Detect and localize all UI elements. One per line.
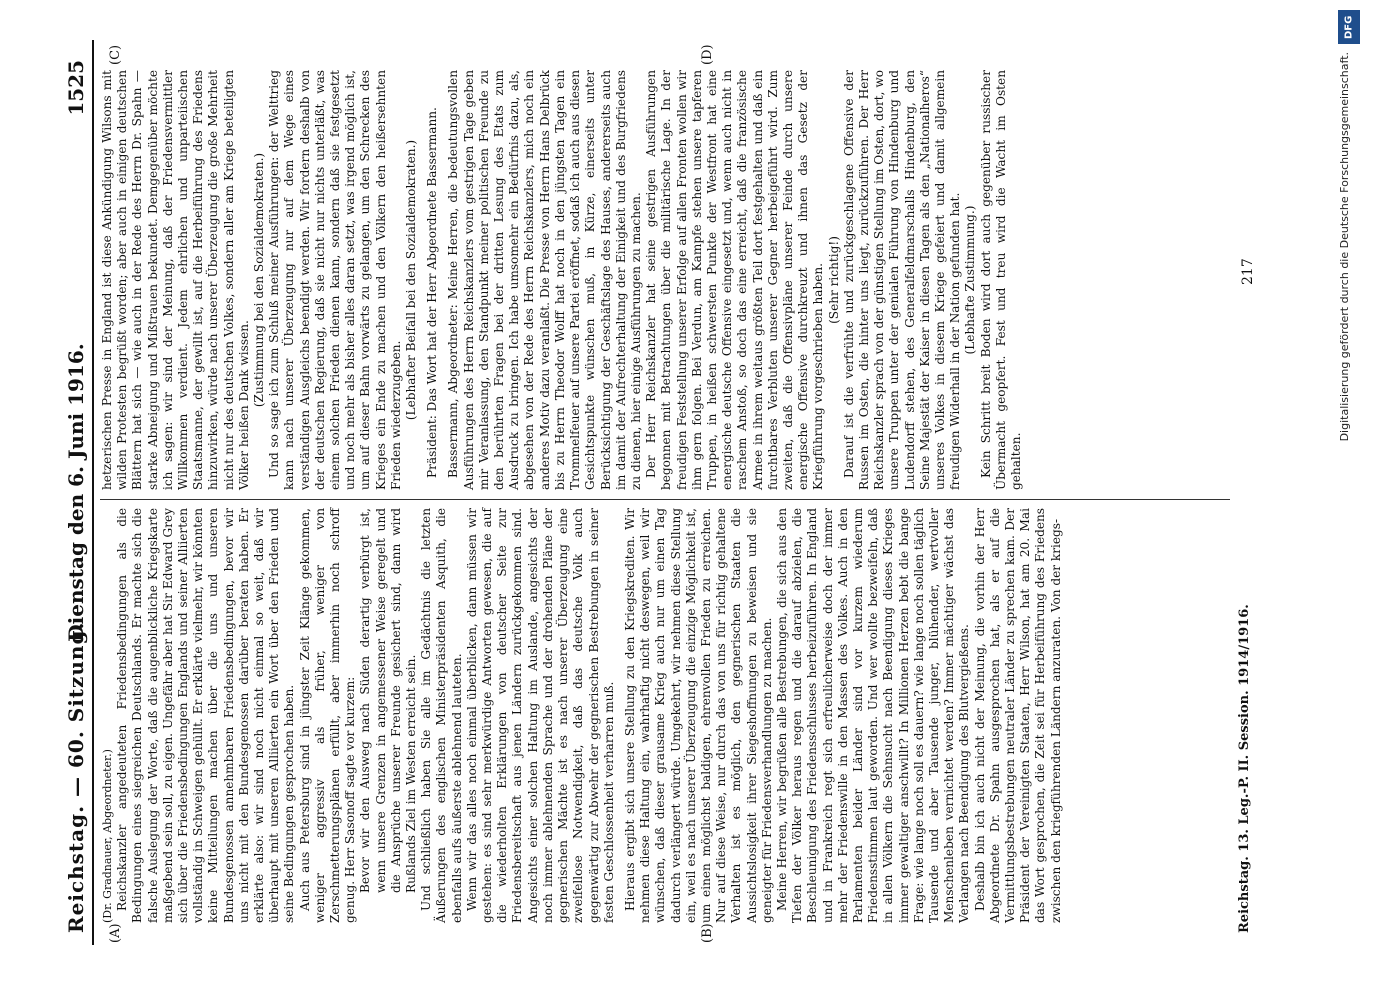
footer-left: Reichstag. 13. Leg.-P. II. Session. 1914/1916. — [1237, 604, 1252, 933]
paragraph: Wenn wir das alles noch einmal überblicken, dann müssen wir gestehen: es sind sehr merkwürdige Antworten gewesen, die auf die wiederholten Erklärungen von deutscher Seite zur Friedensbereitschaft aus jenen Ländern zurückgekommen sind. Angesichts einer solchen Haltung im Auslande, angesichts der noch immer ablehnenden Sprache und der drohenden Pläne der gegnerischen Mächte ist es nach unserer Überzeugung eine zweifellose Notwendigkeit, daß das deutsche Volk auch gegenwärtig zur Abwehr der gegnerischen Bestrebungen in seiner festen Geschlossenheit verharren muß. — [464, 508, 616, 923]
interjection: (Sehr richtig!) — [826, 236, 841, 324]
footer-page-number: 217 — [1240, 258, 1256, 285]
paragraph: Meine Herren, wir begrüßen alle Bestrebungen, die sich aus den Tiefen der Völker heraus regen und die darauf abzielen, die Beschleunigung des Friedensschlusses herbeizuführen. In England und in Frankreich regt sich erfreulicherweise doch der immer mehr der Friedenswille in den Massen des Volkes. Auch in den Parlamenten beider Länder sind vor kurzem wiederum Friedensstimmen laut geworden. Und wer wollte bezweifeln, daß in allen Völkern die Sehnsucht nach Beendigung dieses Krieges immer gewaltiger anschwillt? In Millionen Herzen bebt die bange Frage: wie lange noch soll es dauern? wie lange noch sollen täglich Tausende und aber Tausende junger, blühender, wertvoller Menschenleben vernichtet werden? Immer mächtiger wächst das Verlangen nach Beendigung des Blutvergießens. — [774, 507, 972, 923]
paragraph: Und schließlich haben Sie alle im Gedächtnis die letzten Äußerungen des englischen Ministerpräsidenten Asquith, die ebenfalls aufs äußerste ablehnend lauteten. — [419, 508, 464, 923]
speaker-header: (Dr. Gradnauer, Abgeordneter.) — [101, 749, 114, 923]
header-left: Reichstag. — 60. Sitzung. — [64, 621, 88, 933]
paragraph: Und so sage ich zum Schluß meiner Ausführungen: der Welttrieg kann nach unserer Überzeugung nur auf dem Wege eines verständigen Ausgleichs beendigt werden. Wir fordern deshalb von der deutschen Regierung, daß sie nicht nur nichts unterläßt, was einem solchen Frieden dienen kann, sondern daß sie festgesetzt und noch mehr als bisher alles daran setzt, was irgend möglich ist, um auf dieser Bahn vorwärts zu gelangen, um den Schrecken des Krieges ein Ende zu machen und den Völkern den heißersehnten Frieden wiederzugeben. — [267, 70, 403, 490]
left-column — [100, 508, 1230, 923]
paragraph: Der Herr Reichskanzler hat seine gestrigen Ausführungen begonnen mit Betrachtungen über die militärische Lage. In der freudigen Feststellung unserer Erfolge auf allen Fronten wollen wir ihm gern folgen. Bei Verdun, am Kampfe stehen unsere tapferen Truppen, in heißen schwersten Punkte der Westfront hat eine energische deutsche Offensive eingesetzt und, wenn auch nicht in raschem Anstoß, so doch das eine erreicht, daß die französische Armee in ihrem weitaus größten Teil dort festgehalten und daß ein furchtbares Verbluten unserer Gegner herbeigeführt wird. Zum zweiten, daß die Offensivpläne unserer Feinde durch unsere energische Offensive durchkreuzt und ihnen das Gesetz der Kriegführung vorgeschrieben haben. — [644, 70, 826, 490]
interjection: (Zustimmung bei den Sozialdemokraten.) — [252, 152, 267, 408]
paragraph: Reichskanzler angedeuteten Friedensbedingungen als die Bedingungen eines siegreichen Deutschlands. Er machte sich die falsche Auslegung der Worte, daß die augenblickliche Kriegskarte maßgebend sein soll, zu eigen. Ungefähr aber hat Sir Edward Grey sich über die Friedensbedingungen Englands und seiner Alliierten vollständig in Schweigen gehüllt. Er erklärte vielmehr, wir könnten keine Mitteilungen machen über die uns und unseren Bundesgenossen annehmbaren Friedensbedingungen, bevor wir uns nicht mit den Bundesgenossen darüber beraten haben. Er erklärte also: wir sind noch nicht einmal so weit, daß wir überhaupt mit unseren Alliierten ein Wort über den Frieden und seine Bedingungen gesprochen haben. — [115, 508, 297, 923]
digitization-sidebar — [1338, 0, 1373, 1000]
margin-marker-a: (A) — [108, 923, 123, 943]
interjection: (Lebhafter Beifall bei den Sozialdemokraten.) — [404, 139, 419, 421]
right-column — [100, 70, 1230, 490]
header-date: Dienstag den 6. Juni 1916. — [64, 343, 88, 642]
president-statement: Präsident: Das Wort hat der Herr Abgeordnete Bassermann. — [425, 107, 440, 478]
digitization-credit: Digitalisierung gefördert durch die Deutsche Forschungsgemeinschaft. — [1338, 52, 1351, 442]
quotation: Bevor wir den Ausweg nach Süden derartig verbürgt ist, wenn unsere Grenzen in angemessener Weise geregelt und die Ansprüche unserer Freunde gesichert sind, dann wird Rußlands Ziel im Westen erreicht sein. — [358, 508, 419, 893]
header-page-number: 1525 — [64, 60, 88, 116]
paragraph: Auch aus Petersburg sind in jüngster Zeit Klänge gekommen, weniger aggressiv als früher, weniger von Zerschmetterungsplänen erfüllt, aber immerhin noch schroff genug. Herr Sasonoff sagte vor kurzem: — [297, 508, 358, 923]
page-header — [62, 40, 94, 945]
paragraph: Hieraus ergibt sich unsere Stellung zu den Kriegskrediten. Wir nehmen diese Haltung ein, wahrhaftig nicht deswegen, weil wir wünschen, daß dieser grausame Krieg auch nur um einen Tag dadurch verlängert würde. Umgekehrt, wir nehmen diese Stellung ein, weil es nach unserer Überzeugung die einzige Möglichkeit ist, um einen möglichst baldigen, ehrenvollen Frieden zu erreichen. Nur auf diese Weise, nur durch das von uns für richtig gehaltene Verhalten ist es möglich, den gegnerischen Staaten die Aussichtslosigkeit ihrer Siegeshoffnungen zu beweisen und sie geneigter für Friedensverhandlungen zu machen. — [622, 508, 774, 923]
margin-marker-c: (C) — [108, 44, 123, 65]
document-page — [0, 40, 1383, 945]
dfg-logo-icon: DFG — [1338, 10, 1360, 44]
margin-marker-d: (D) — [700, 44, 715, 65]
interjection: (Lebhafte Zustimmung.) — [963, 205, 978, 355]
margin-marker-b: (B) — [700, 923, 715, 943]
paragraph: hetzerischen Presse in England ist diese Ankündigung Wilsons mit wilden Protesten begrüßt worden; aber auch in einigen deutschen Blättern hat sich — wie auch in der Rede des Herrn Dr. Spahn — starke Abneigung und Mißtrauen bekundet. Demgegenüber möchte ich sagen: wir sind der Meinung, daß der Friedensvermittler Willkommen verdient. Jedem ehrlichen und unparteiischen Staatsmanne, der gewillt ist, auf die Herbeiführung des Friedens hinzuwirken, würde nach unserer Überzeugung die große Mehrheit nicht nur des deutschen Volkes, sondern aller am Kriege beteiligten Völker heißen Dank wissen. — [100, 70, 251, 490]
paragraph: Deshalb bin ich auch nicht der Meinung, die vorhin der Herr Abgeordnete Dr. Spahn ausgesprochen hat, als er auf die Vermittlungsbestrebungen neutraler Länder zu sprechen kam. Der Präsident der Vereinigten Staaten, Herr Wilson, hat am 20. Mai das Wort gesprochen, die Zeit sei für Herbeiführung des Friedens zwischen den kriegführenden Ländern anzuraten. Von der kriegs- — [972, 508, 1063, 923]
paragraph: Kein Schritt breit Boden wird dort auch gegenüber russischer Übermacht geopfert. Fest und treu wird die Wacht im Osten gehalten. — [978, 70, 1023, 490]
paragraph: Bassermann, Abgeordneter: Meine Herren, die bedeutungsvollen Ausführungen des Herrn Reichskanzlers vom gestrigen Tage geben mir Veranlassung, den Standpunkt meiner politischen Freunde zu den berührten Fragen bei der dritten Lesung des Etats zum Ausdruck zu bringen. Ich habe umsomehr ein Bedürfnis dazu, als, abgesehen von der Rede des Herrn Reichskanzlers, mich noch ein anderes Motiv dazu veranlaßt. Die Presse von Herrn Hans Delbrück bis zu Herrn Theodor Wolff hat noch in den jüngsten Tagen ein Trommelfeuer auf unsere Partei eröffnet, sodaß ich auch aus diesen Gesichtspunkte wünschen muß, in Kürze, einerseits unter Berücksichtigung der Geschäftslage des Hauses, andererseits auch im damit der Aufrechterhaltung der Einigkeit und des Burgfriedens zu dienen, hier einige Ausführungen zu machen. — [446, 70, 643, 490]
column-divider — [100, 499, 1230, 500]
paragraph: Darauf ist die verfrühte und zurückgeschlagene Offensive der Russen im Osten, die hinter uns liegt, zurückzuführen. Der Herr Reichskanzler sprach von der günstigen Stellung im Osten, dort, wo unsere Truppen unter der genialen Führung von Hindenburg und Ludendorff stehen, des Generalfeldmarschalls Hindenburg, den Seine Majestät der Kaiser in diesen Tagen als den „Nationalheros“ unseres Volkes in diesem Kriege gefeiert und damit allgemein freudigen Widerhall in der Nation gefunden hat. — [841, 70, 963, 490]
